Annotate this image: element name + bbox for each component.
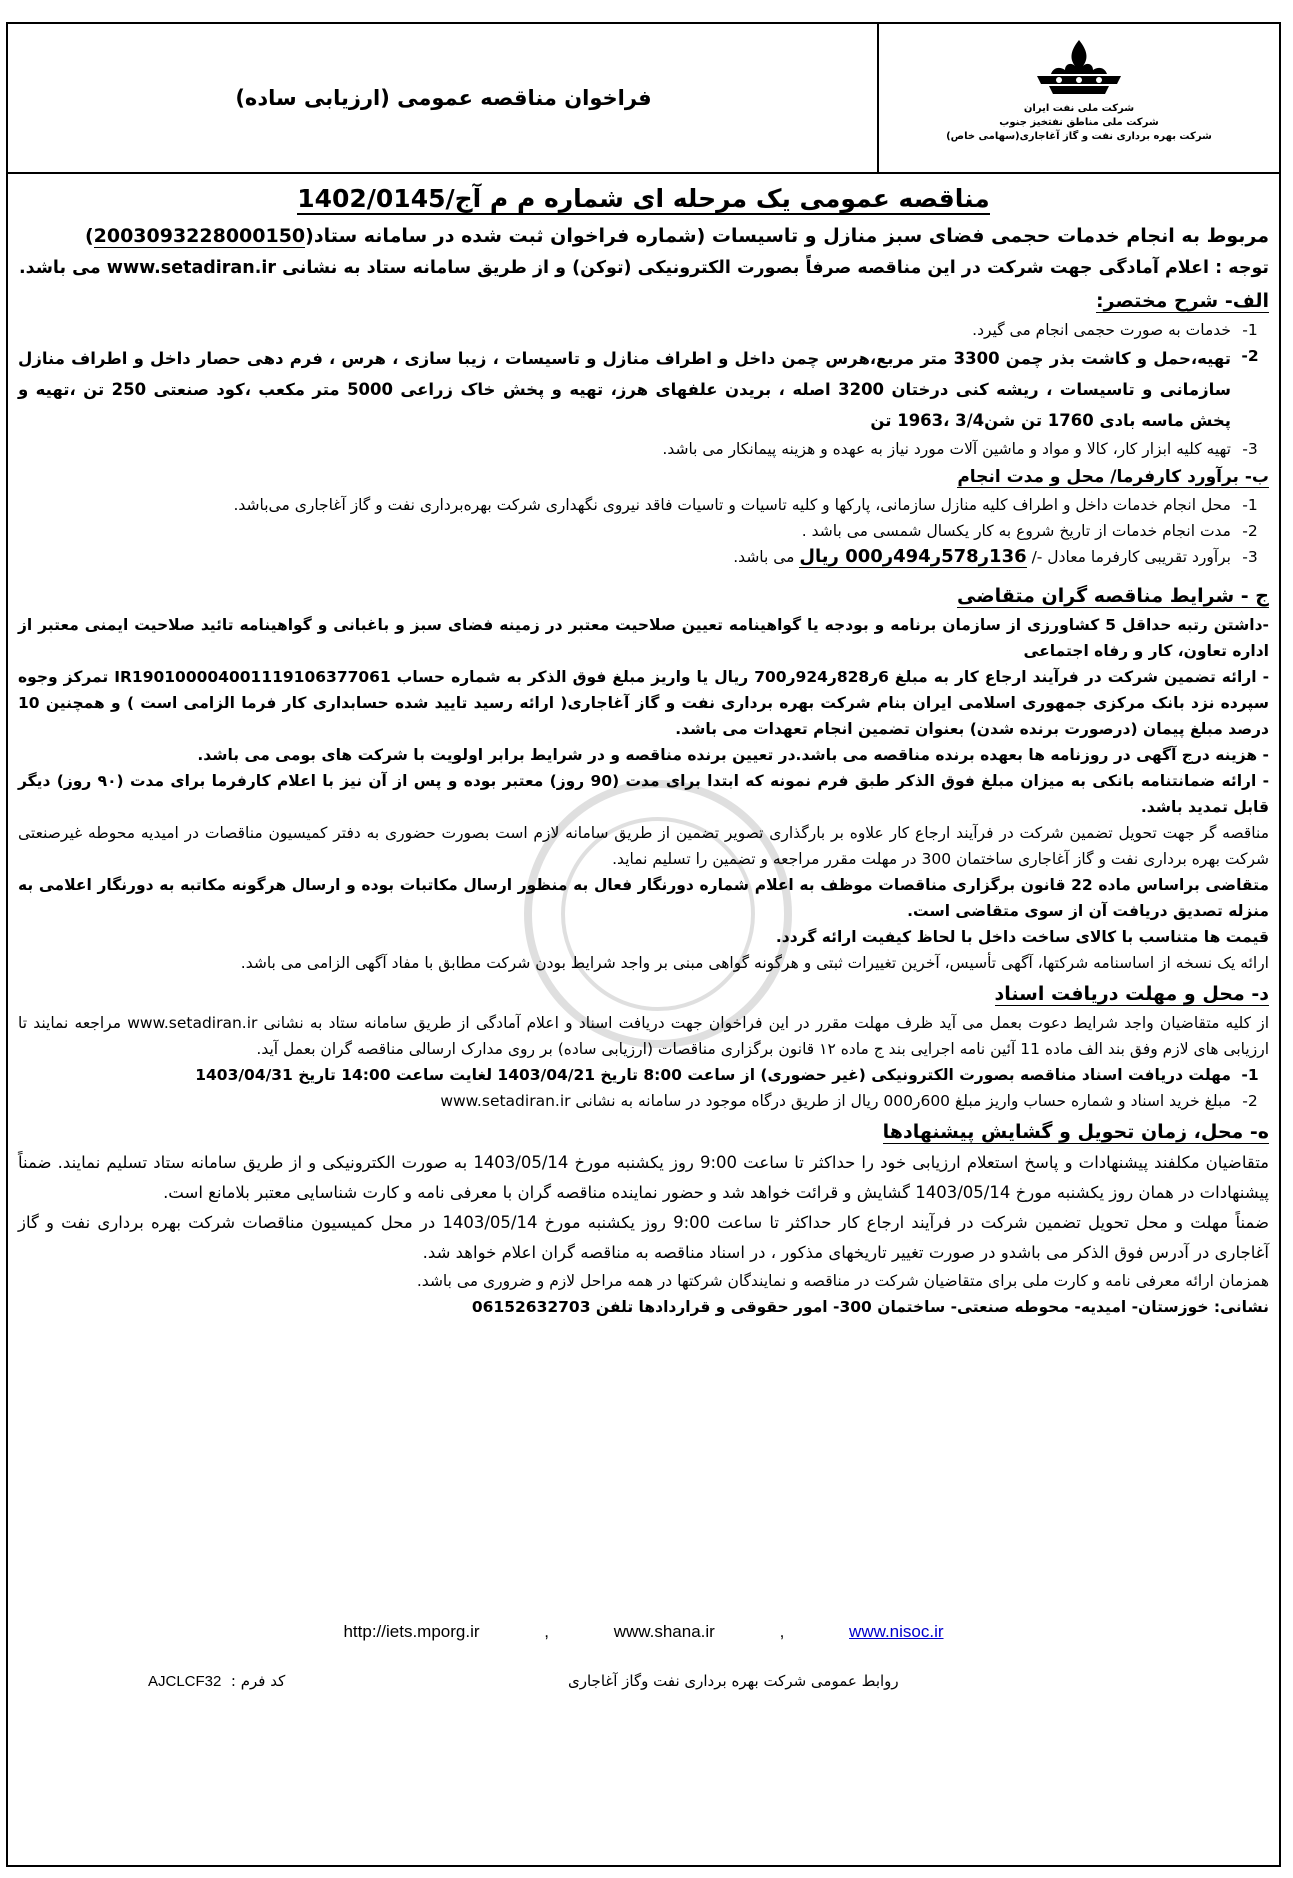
section-dal-heading: [18, 978, 1269, 1010]
item-number: 3-: [1242, 548, 1258, 566]
link-separator: ,: [544, 1622, 549, 1641]
list-item: [18, 1062, 1269, 1088]
section-he-p2: ضمناً مهلت و محل تحویل تضمین شرکت در فرآیند ارجاع کار حداکثر تا ساعت 9:00 روز یکشنبه مورخ 1403/05/14 در محل کمیسیون مناقصات شرکت بهره برداری نفت و گاز آغاجاری در آدرس فوق الذکر می باشدو در صورت تغییر تاریخهای مذکور ، در اسناد مناقصه به مناقصه گران اعلام خواهد شد.: [18, 1213, 1269, 1262]
section-dal-intro: از کلیه متقاضیان واجد شرایط دعوت بعمل می آید ظرف مهلت مقرر در این فراخوان جهت دریافت اسناد و اعلام آمادگی از طریق سامانه ستاد به نشانی www.setadiran.ir مراجعه نمایند تا ارزیابی های لازم وفق بند الف ماده 11 آئین نامه اجرایی بند ج ماده ۱۲ قانون برگزاری مناقصات (ارزیابی ساده) بر روی مدارک ارسالی مناقصه گران بعمل آید.: [18, 1014, 1269, 1058]
condition-rank: -داشتن رتبه حداقل 5 کشاورزی از سازمان برنامه و بودجه یا گواهینامه تعیین صلاحیت معتبر در زمینه فضای سبز و باغبانی و گواهینامه تائید صلاحیت ایمنی معتبر از اداره تعاون، کار و رفاه اجتماعی: [18, 616, 1269, 660]
call-number: 2003093228000150: [93, 225, 306, 247]
condition-delivery: مناقصه گر جهت تحویل تضمین شرکت در فرآیند ارجاع کار علاوه بر بارگذاری تصویر تضمین از طریق سامانه لازم است بصورت حضوری به دفتر کمیسیون مناقصات در امیدیه محوطه غیرصنعتی شرکت بهره برداری نفت و گاز آغاجاری ساختمان 300 در مهلت مقرر مراجعه و تضمین را تسلیم نماید.: [18, 824, 1269, 868]
section-alef-heading: [18, 285, 1269, 317]
item-text: مهلت دریافت اسناد مناقصه بصورت الکترونیکی (غیر حضوری) از ساعت 8:00 تاریخ 1403/04/21 لغایت ساعت 14:00 تاریخ 1403/04/31: [195, 1066, 1231, 1084]
item-text: مبلغ خرید اسناد و شماره حساب واریز مبلغ 600ر000 ریال از طریق درگاه موجود در سامانه به نشانی www.setadiran.ir: [440, 1092, 1231, 1110]
form-code-label: کد فرم :: [230, 1672, 286, 1690]
list-item: [18, 544, 1269, 570]
item-number: 3-: [1242, 440, 1258, 458]
condition-documents: ارائه یک نسخه از اساسنامه شرکتها، آگهی تأسیس، آخرین تغییرات ثبتی و هرگونه گواهی مبنی بر واجد شرایط بودن شرکت مطابق با مفاد آگهی الزامی می باشد.: [240, 954, 1269, 972]
item-text: محل انجام خدمات داخل و اطراف کلیه منازل سازمانی، پارکها و کلیه تاسیات و تاسیات فاقد نیروی نگهداری شرکت بهره‌برداری نفت و گاز آغاجاری می‌باشد.: [233, 496, 1231, 514]
item-number: 2-: [1242, 1092, 1258, 1110]
subtitle-prefix: مربوط به انجام خدمات حجمی فضای سبز منازل و تاسیسات (شماره فراخوان ثبت شده در سامانه ستاد(: [305, 225, 1269, 247]
condition-bank-guarantee: - ارائه ضمانتنامه بانکی به میزان مبلغ فوق الذکر طبق فرم نمونه که ابتدا برای مدت (90 روز) معتبر بوده و پس از آن نیز با اعلام کارفرما برای مدت (۹۰ روز) دیگر قابل تمدید باشد.: [18, 772, 1270, 816]
notice-note: توجه : اعلام آمادگی جهت شرکت در این مناقصه صرفاً بصورت الکترونیکی (توکن) و از طریق سامانه ستاد به نشانی www.setadiran.ir می باشد.: [18, 258, 1269, 278]
section-jim-heading-text: ج - شرایط مناقصه گران متقاضی: [957, 585, 1269, 607]
item-number: 2-: [1241, 347, 1259, 365]
list-item: [18, 436, 1269, 462]
header: [8, 24, 1279, 174]
logo-cell: [877, 24, 1279, 172]
list-item: [18, 1088, 1269, 1114]
section-dal-heading-text: د- محل و مهلت دریافت اسناد: [994, 983, 1269, 1005]
link-shana[interactable]: www.shana.ir: [613, 1622, 715, 1641]
condition-ad-cost: - هزینه درج آگهی در روزنامه ها بعهده برنده مناقصه می باشد.در تعیین برنده مناقصه و در شرایط برابر اولویت با شرکت های بومی می باشد.: [197, 746, 1269, 764]
item-number: 1-: [1241, 1066, 1259, 1084]
condition-fax: متقاضی براساس ماده 22 قانون برگزاری مناقصات موظف به اعلام شماره دورنگار فعال به منظور ارسال مکاتبات بوده و ارسال هرگونه مکاتبه به دورنگار اعلامی به منزله تصدیق دریافت آن از سوی متقاضی است.: [18, 876, 1269, 920]
item-text: خدمات به صورت حجمی انجام می گیرد.: [972, 321, 1231, 339]
section-he-heading: [18, 1116, 1269, 1148]
form-code: [148, 1672, 285, 1690]
nioc-logo-icon: [1019, 36, 1139, 98]
tender-subtitle: [18, 219, 1269, 253]
section-jim-heading: [18, 580, 1269, 612]
address-line: نشانی: خوزستان- امیدیه- محوطه صنعتی- ساختمان 300- امور حقوقی و قراردادها تلفن 06152632703: [471, 1298, 1269, 1316]
subtitle-suffix: ): [84, 225, 94, 247]
logo-line-1: شرکت ملی نفت ایران: [1023, 103, 1135, 114]
tender-title-text: مناقصه عمومی یک مرحله ای شماره م م آج/1402/0145: [297, 184, 990, 213]
item-text: مدت انجام خدمات از تاریخ شروع به کار یکسال شمسی می باشد .: [801, 522, 1231, 540]
list-item: [18, 492, 1269, 518]
list-item: [18, 518, 1269, 544]
section-he-p3: همزمان ارائه معرفی نامه و کارت ملی برای متقاضیان شرکت در مناقصه و نمایندگان شرکتها در همه مراحل لازم و ضروری می باشد.: [416, 1272, 1269, 1290]
footer-org: روابط عمومی شرکت بهره برداری نفت وگاز آغاجاری: [568, 1672, 899, 1690]
section-be-heading: [18, 462, 1269, 492]
item-number: 1-: [1242, 321, 1258, 339]
estimate-suffix: می باشد.: [733, 548, 800, 566]
section-alef-heading-text: الف- شرح مختصر:: [1096, 290, 1269, 312]
link-iets[interactable]: http://iets.mporg.ir: [343, 1622, 480, 1641]
section-he-p1: متقاضیان مکلفند پیشنهادات و پاسخ استعلام ارزیابی خود را حداکثر تا ساعت 9:00 روز یکشنبه مورخ 1403/05/14 به صورت الکترونیکی و از طریق سامانه ستاد تسلیم نمایند. ضمناً پیشنهادات در همان روز یکشنبه مورخ 1403/05/14 گشایش و قرائت خواهد شد و حضور نماینده مناقصه گران با معرفی نامه و کارت شناسایی معتبر بلامانع است.: [18, 1153, 1270, 1202]
list-item: [18, 317, 1269, 343]
item-text: تهیه کلیه ابزار کار، کالا و مواد و ماشین آلات مورد نیاز به عهده و هزینه پیمانکار می باشد.: [662, 440, 1231, 458]
condition-guarantee: - ارائه تضمین شرکت در فرآیند ارجاع کار به مبلغ 6ر828ر924ر700 ریال یا واریز مبلغ فوق الذکر به شماره حساب IR190100004001119106377061 تمرکز وجوه سپرده نزد بانک مرکزی جمهوری اسلامی ایران بنام شرکت بهره برداری نفت و گاز آغاجاری( ارائه رسید تایید شده حسابداری کار فرما الزامی است ) و همچنین 10 درصد مبلغ پیمان (درصورت برنده شدن) بعنوان تضمین انجام تعهدات می باشد.: [18, 668, 1269, 738]
item-text: تهیه،حمل و کاشت بذر چمن 3300 متر مربع،هرس چمن داخل و اطراف منازل و تاسیسات ، زیبا سازی ، هرس ، فرم دهی حصار داخل و اطراف منازل سازمانی و تاسیسات ، ریشه کنی درختان 3200 اصله ، بریدن علفهای هرز، تهیه و پخش خاک زراعی 5000 متر مکعب ،کود صنعتی 250 تن ،تهیه و پخش ماسه بادی 1760 تن شن3/4 ،1963 تن: [18, 349, 1231, 430]
footer-links: [8, 1622, 1279, 1642]
item-number: 2-: [1242, 522, 1258, 540]
content: [18, 179, 1269, 1320]
section-he-heading-text: ه- محل، زمان تحویل و گشایش پیشنهادها: [882, 1121, 1269, 1143]
list-item: [18, 343, 1269, 436]
notice-page: [6, 22, 1281, 1867]
tender-title: [18, 179, 1269, 219]
item-text: [18, 544, 1231, 570]
footer-bottom: [8, 1672, 1279, 1702]
link-nisoc[interactable]: www.nisoc.ir: [849, 1622, 944, 1641]
estimate-label: برآورد تقریبی کارفرما معادل -/: [1031, 548, 1231, 566]
section-be-heading-text: ب- برآورد کارفرما/ محل و مدت انجام: [957, 467, 1269, 487]
form-code-value: AJCLCF32: [148, 1673, 222, 1690]
estimate-amount: 136ر578ر494ر000 ریال: [799, 546, 1027, 567]
header-title: فراخوان مناقصه عمومی (ارزیابی ساده): [235, 86, 652, 110]
logo-line-2: شرکت ملی مناطق نفتخیز جنوب: [999, 117, 1159, 128]
logo-line-3: شرکت بهره برداری نفت و گاز آغاجاری(سهامی خاص): [946, 131, 1212, 142]
link-separator: ,: [779, 1622, 785, 1641]
item-number: 1-: [1242, 496, 1258, 514]
condition-price: قیمت ها متناسب با کالای ساخت داخل با لحاظ کیفیت ارائه گردد.: [775, 928, 1269, 946]
